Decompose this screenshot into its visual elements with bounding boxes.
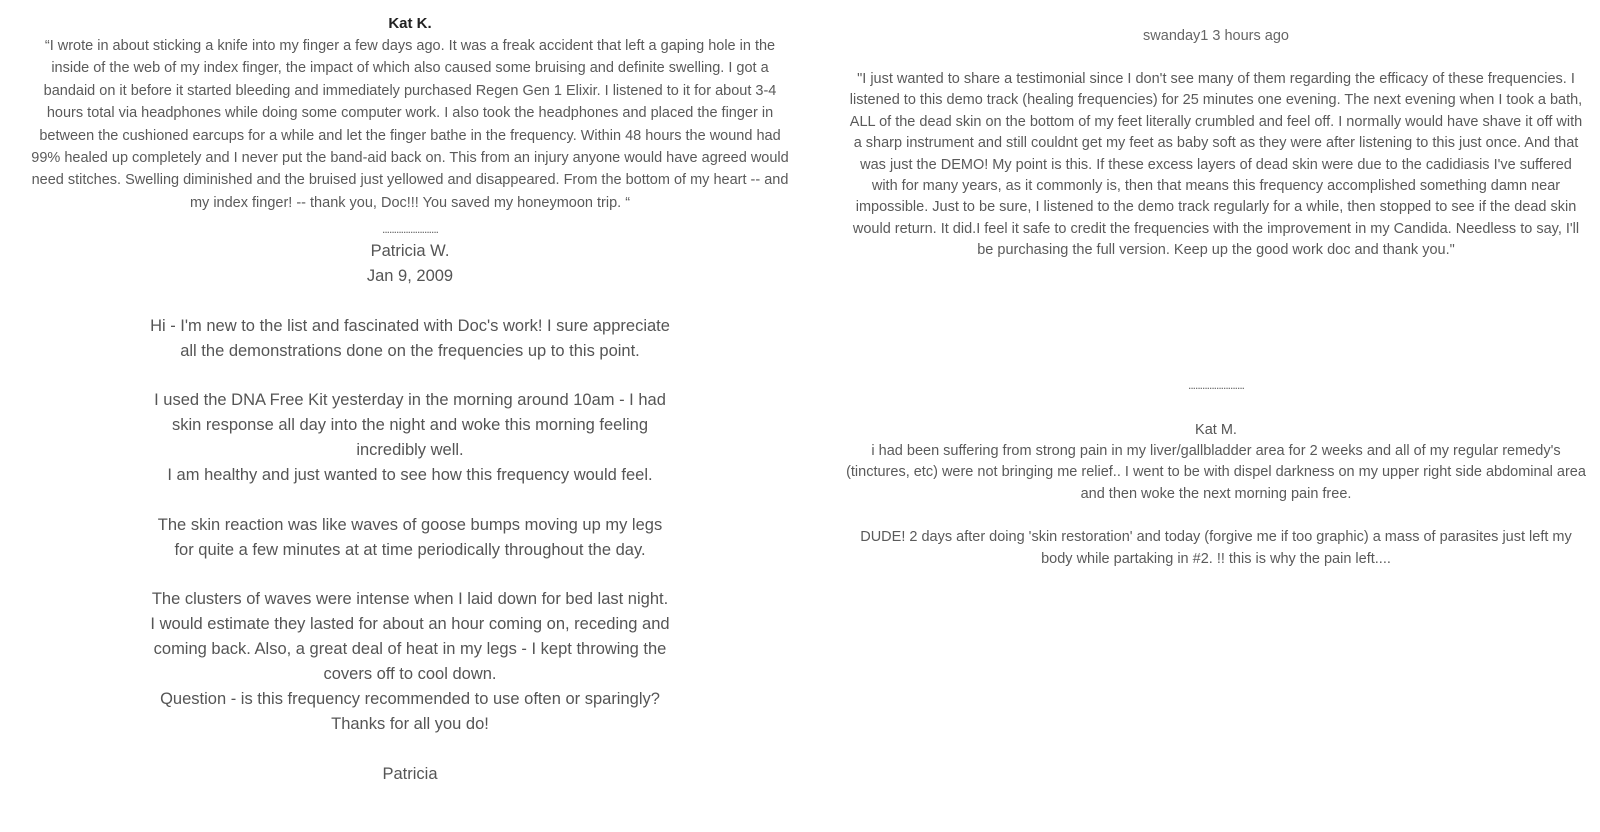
paragraph: The skin reaction was like waves of goose bumps moving up my legs for quite a few minutes at at time periodically throughout the day. (157, 515, 663, 559)
testimonial-quote-kat-k: “I wrote in about sticking a knife into my finger a few days ago. It was a freak accident that left a gaping hole in the inside of the web of my index finger, the impact of which also caused some bruising and definite swelling. I got a bandaid on it before it started bleeding and immediately purchased Regen Gen 1 Elixir. I listened to it for about 3-4 hours total via headphones while doing some computer work. I also took the headphones and placed the finger in between the cushioned earcups for a while and let the finger bathe in the frequency. Within 48 hours the wound had 99% healed up completely and I never put the band-aid back on. This from an injury anyone would have agreed would need stitches. Swelling diminished and the bruised just yellowed and disappeared. From the bottom of my heart -- and my index finger! -- thank you, Doc!!! You saved my honeymoon trip. “ (31, 38, 789, 211)
separator: ........................ (381, 222, 438, 237)
testimonial-meta-swanday: swanday1 3 hours ago (1143, 28, 1289, 44)
right-column (846, 0, 1586, 570)
testimonial-body-kat-m (846, 441, 1586, 571)
separator: ........................ (1187, 377, 1244, 392)
testimonial-author-patricia: Patricia W. (370, 242, 450, 261)
paragraph: Thanks for all you do! (331, 715, 489, 734)
signature: Patricia (382, 764, 438, 783)
paragraph: Hi - I'm new to the list and fascinated with Doc's work! I sure appreciate all the demonstrations done on the frequencies up to this point. (150, 316, 670, 360)
paragraph: The clusters of waves were intense when I laid down for bed last night. I would estimate they lasted for about an hour coming on, receding and coming back. Also, a great deal of heat in my legs - I kept throwing the covers off to cool down. (150, 590, 670, 684)
testimonial-author-kat-k: Kat K. (388, 15, 432, 32)
testimonial-author-kat-m: Kat M. (1195, 421, 1237, 438)
testimonial-body-patricia (150, 314, 670, 787)
paragraph: Question - is this frequency recommended to use often or sparingly? (160, 690, 660, 709)
paragraph: DUDE! 2 days after doing 'skin restoration' and today (forgive me if too graphic) a mass of parasites just left my body while partaking in #2. !! this is why the pain left.... (860, 529, 1572, 567)
testimonial-date-patricia: Jan 9, 2009 (366, 267, 454, 286)
paragraph: I am healthy and just wanted to see how this frequency would feel. (167, 466, 653, 485)
testimonial-quote-swanday: "I just wanted to share a testimonial since I don't see many of them regarding the efficacy of these frequencies. I listened to this demo track (healing frequencies) for 25 minutes one evening. The next evening when I took a bath, ALL of the dead skin on the bottom of my feet literally crumbled and feel off. I normally would have shave it off with a sharp instrument and still couldnt get my feet as baby soft as they were after listening to this just once. And that was just the DEMO! My point is this. If these excess layers of dead skin were due to the cadidiasis I've suffered with for many years, as it commonly is, then that means this frequency accomplished something damn near impossible. Just to be sure, I listened to the demo track regularly for a while, then stopped to see if the dead skin would return. It did.I feel it safe to credit the frequencies with the improvement in my Candida. Needless to say, I'll be purchasing the full version. Keep up the good work doc and thank you." (849, 71, 1583, 259)
paragraph: I used the DNA Free Kit yesterday in the morning around 10am - I had skin response all day into the night and woke this morning feeling incredibly well. (154, 391, 666, 460)
left-column (30, 0, 790, 787)
paragraph: i had been suffering from strong pain in my liver/gallbladder area for 2 weeks and all of my regular remedy's (tinctures, etc) were not bringing me relief.. I went to be with dispel darkness on my upper right side abdominal area and then woke the next morning pain free. (846, 442, 1586, 502)
